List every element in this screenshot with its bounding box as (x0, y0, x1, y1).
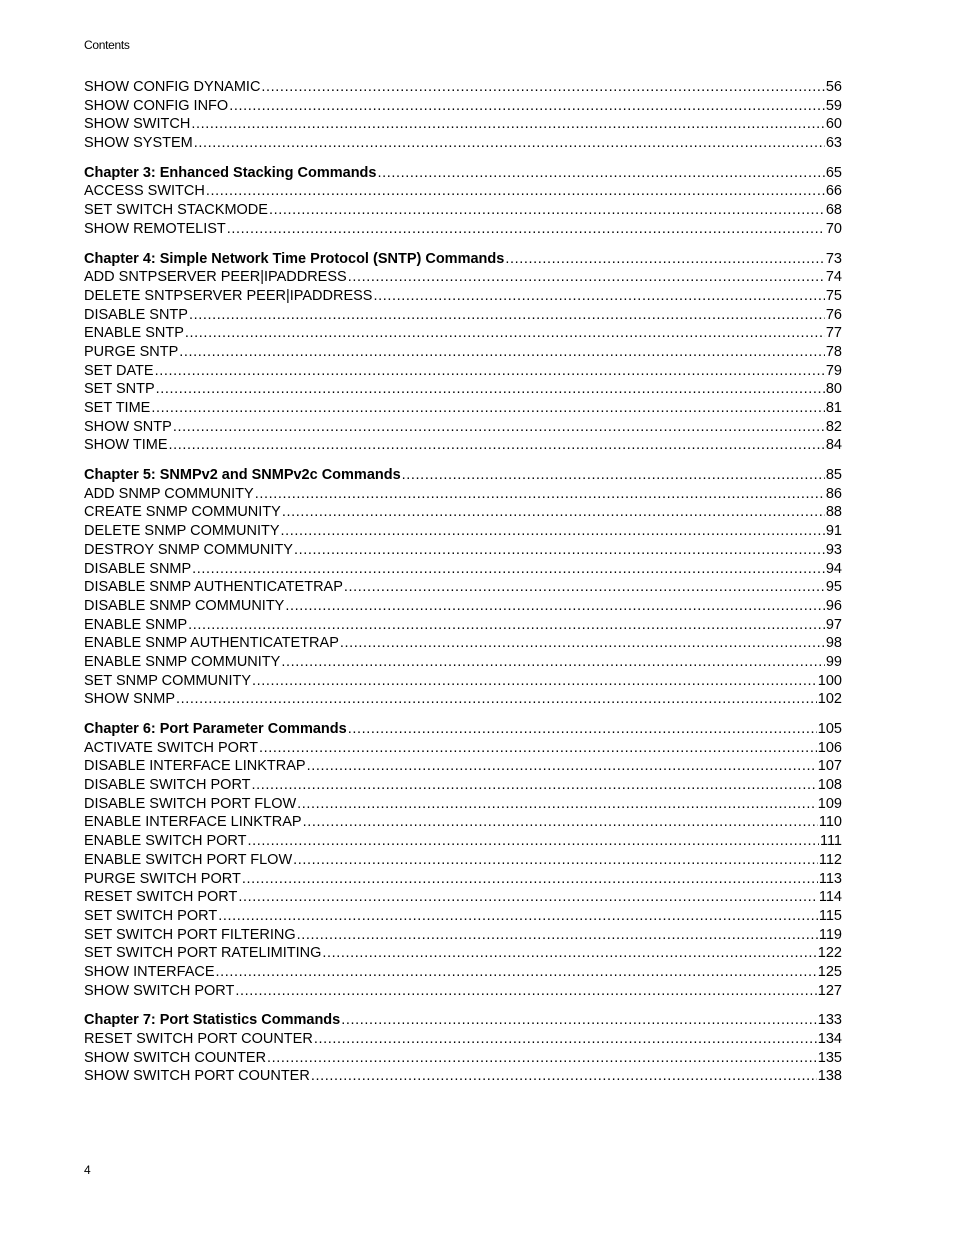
entry-page-number: 98 (825, 635, 842, 652)
entry-page-number: 84 (825, 437, 842, 454)
entry-title: ENABLE SWITCH PORT FLOW (84, 851, 293, 868)
toc-chapter-entry[interactable] (84, 1011, 842, 1030)
dot-leader (156, 380, 825, 399)
toc-entry[interactable] (84, 268, 842, 287)
entry-page-number: 70 (825, 220, 842, 237)
chapter-title: Chapter 7: Port Statistics Commands (84, 1012, 341, 1029)
dot-leader (192, 560, 825, 579)
dot-leader (259, 739, 817, 758)
dot-leader (235, 982, 816, 1001)
entry-title: DISABLE SNMP (84, 560, 192, 577)
dot-leader (269, 201, 825, 220)
dot-leader (238, 888, 818, 907)
dot-leader (314, 1030, 817, 1049)
dot-leader (191, 115, 825, 134)
dot-leader (294, 541, 825, 560)
dot-leader (297, 795, 817, 814)
entry-page-number: 79 (825, 362, 842, 379)
dot-leader (261, 78, 824, 97)
toc-chapter-entry[interactable] (84, 250, 842, 269)
entry-title: DISABLE SWITCH PORT FLOW (84, 795, 297, 812)
toc-entry[interactable] (84, 616, 842, 635)
toc-entry[interactable] (84, 220, 842, 239)
entry-title: DISABLE INTERFACE LINKTRAP (84, 758, 306, 775)
toc-entry[interactable] (84, 97, 842, 116)
entry-title: SHOW SWITCH PORT COUNTER (84, 1068, 310, 1085)
entry-page-number: 110 (818, 814, 842, 831)
toc-entry[interactable] (84, 324, 842, 343)
toc-entry[interactable] (84, 851, 842, 870)
toc-group (84, 720, 842, 1000)
toc-entry[interactable] (84, 690, 842, 709)
entry-page-number: 82 (825, 418, 842, 435)
entry-page-number: 56 (825, 79, 842, 95)
entry-page-number: 127 (817, 982, 842, 999)
entry-title: ADD SNTPSERVER PEER|IPADDRESS (84, 269, 347, 286)
entry-page-number: 77 (825, 325, 842, 342)
toc-entry[interactable] (84, 907, 842, 926)
entry-page-number: 109 (817, 795, 842, 812)
toc-entry[interactable] (84, 795, 842, 814)
entry-page-number: 85 (825, 467, 842, 484)
dot-leader (402, 466, 825, 485)
toc-entry[interactable] (84, 362, 842, 381)
dot-leader (155, 362, 825, 381)
toc-entry[interactable] (84, 287, 842, 306)
toc-entry[interactable] (84, 134, 842, 153)
toc-entry[interactable] (84, 522, 842, 541)
entry-page-number: 135 (817, 1049, 842, 1066)
entry-page-number: 114 (818, 889, 842, 906)
toc-entry[interactable] (84, 1030, 842, 1049)
toc-entry[interactable] (84, 541, 842, 560)
dot-leader (348, 720, 817, 739)
toc-entry[interactable] (84, 306, 842, 325)
entry-title: DISABLE SNMP AUTHENTICATETRAP (84, 579, 343, 596)
entry-page-number: 119 (818, 926, 842, 943)
entry-title: SET SWITCH PORT (84, 907, 218, 924)
chapter-title: Chapter 4: Simple Network Time Protocol (SNTP) Commands (84, 250, 505, 267)
toc-chapter-entry[interactable] (84, 164, 842, 183)
entry-page-number: 96 (825, 597, 842, 614)
dot-leader (185, 324, 825, 343)
entry-page-number: 65 (825, 164, 842, 181)
entry-title: SHOW SNTP (84, 418, 172, 435)
dot-leader (311, 1067, 817, 1086)
entry-title: SHOW REMOTELIST (84, 220, 226, 237)
toc-entry[interactable] (84, 870, 842, 889)
entry-title: SHOW INTERFACE (84, 963, 215, 980)
entry-title: SET SWITCH STACKMODE (84, 202, 268, 219)
dot-leader (373, 287, 824, 306)
entry-page-number: 80 (825, 381, 842, 398)
entry-page-number: 115 (818, 907, 842, 924)
entry-page-number: 81 (825, 400, 842, 416)
entry-page-number: 125 (817, 963, 842, 980)
toc-entry[interactable] (84, 182, 842, 201)
dot-leader (189, 306, 825, 325)
entry-page-number: 108 (817, 777, 842, 794)
entry-title: ENABLE SNMP COMMUNITY (84, 653, 281, 670)
toc-group (84, 250, 842, 456)
toc-chapter-entry[interactable] (84, 720, 842, 739)
entry-page-number: 93 (825, 541, 842, 558)
dot-leader (169, 436, 825, 455)
entry-page-number: 97 (825, 616, 842, 633)
toc-entry[interactable] (84, 776, 842, 795)
toc-entry[interactable] (84, 201, 842, 220)
entry-page-number: 78 (825, 343, 842, 360)
dot-leader (151, 399, 825, 418)
entry-page-number: 86 (825, 485, 842, 502)
dot-leader (341, 1011, 817, 1030)
dot-leader (194, 134, 825, 153)
entry-title: ENABLE INTERFACE LINKTRAP (84, 814, 302, 831)
entry-title: SHOW CONFIG DYNAMIC (84, 79, 261, 95)
dot-leader (227, 220, 825, 239)
toc-group (84, 466, 842, 709)
entry-title: ADD SNMP COMMUNITY (84, 485, 254, 502)
toc-entry[interactable] (84, 832, 842, 851)
toc-group (84, 164, 842, 239)
dot-leader (229, 97, 825, 116)
chapter-title: Chapter 6: Port Parameter Commands (84, 721, 347, 737)
toc-entry[interactable] (84, 578, 842, 597)
chapter-title: Chapter 5: SNMPv2 and SNMPv2c Commands (84, 467, 401, 484)
toc-entry[interactable] (84, 926, 842, 945)
toc-entry[interactable] (84, 418, 842, 437)
entry-title: ENABLE SNMP AUTHENTICATETRAP (84, 635, 339, 652)
entry-page-number: 59 (825, 97, 842, 114)
dot-leader (206, 182, 825, 201)
toc-group (84, 78, 842, 153)
entry-page-number: 138 (817, 1068, 842, 1085)
toc-entry[interactable] (84, 944, 842, 963)
entry-title: ACCESS SWITCH (84, 183, 205, 200)
toc-entry[interactable] (84, 1049, 842, 1068)
dot-leader (281, 653, 825, 672)
toc-entry[interactable] (84, 1067, 842, 1086)
dot-leader (322, 944, 816, 963)
toc-entry[interactable] (84, 380, 842, 399)
toc-entry[interactable] (84, 78, 842, 97)
entry-page-number: 63 (825, 135, 842, 152)
entry-title: DISABLE SNMP COMMUNITY (84, 597, 285, 614)
entry-page-number: 68 (825, 202, 842, 219)
entry-page-number: 122 (817, 945, 842, 962)
entry-page-number: 134 (817, 1031, 842, 1047)
toc-entry[interactable] (84, 813, 842, 832)
entry-title: SHOW CONFIG INFO (84, 97, 229, 114)
toc-entry[interactable] (84, 485, 842, 504)
dot-leader (267, 1049, 817, 1068)
entry-title: DESTROY SNMP COMMUNITY (84, 541, 293, 558)
dot-leader (176, 690, 817, 709)
entry-title: PURGE SNTP (84, 343, 179, 360)
entry-title: DELETE SNTPSERVER PEER|IPADDRESS (84, 287, 373, 304)
entry-page-number: 111 (819, 833, 842, 850)
entry-title: SHOW SNMP (84, 691, 176, 708)
entry-page-number: 95 (825, 579, 842, 596)
dot-leader (297, 926, 818, 945)
toc-entry[interactable] (84, 343, 842, 362)
toc-entry[interactable] (84, 672, 842, 691)
dot-leader (307, 757, 817, 776)
running-header: Contents (84, 38, 130, 52)
toc-entry[interactable] (84, 888, 842, 907)
toc-entry[interactable] (84, 653, 842, 672)
dot-leader (303, 813, 818, 832)
dot-leader (348, 268, 825, 287)
entry-page-number: 133 (817, 1012, 842, 1029)
dot-leader (340, 634, 825, 653)
entry-title: RESET SWITCH PORT (84, 889, 238, 906)
entry-page-number: 60 (825, 116, 842, 133)
entry-page-number: 75 (825, 287, 842, 304)
toc-entry[interactable] (84, 597, 842, 616)
dot-leader (344, 578, 825, 597)
entry-title: PURGE SWITCH PORT (84, 870, 241, 887)
page-number: 4 (84, 1163, 91, 1177)
entry-title: SET SNMP COMMUNITY (84, 672, 252, 689)
entry-title: SET SWITCH PORT FILTERING (84, 926, 296, 943)
entry-page-number: 100 (817, 672, 842, 689)
dot-leader (252, 672, 817, 691)
toc-entry[interactable] (84, 503, 842, 522)
entry-page-number: 106 (817, 739, 842, 756)
entry-title: DISABLE SNTP (84, 306, 188, 323)
entry-title: ENABLE SNTP (84, 325, 184, 342)
dot-leader (377, 164, 824, 183)
toc-entry[interactable] (84, 634, 842, 653)
entry-page-number: 107 (817, 758, 842, 775)
entry-title: ENABLE SNMP (84, 616, 188, 633)
toc-entry[interactable] (84, 757, 842, 776)
dot-leader (252, 776, 817, 795)
dot-leader (293, 851, 818, 870)
dot-leader (505, 250, 825, 269)
entry-title: RESET SWITCH PORT COUNTER (84, 1031, 313, 1047)
dot-leader (255, 485, 825, 504)
toc-entry[interactable] (84, 963, 842, 982)
entry-title: SHOW TIME (84, 437, 168, 454)
toc-entry[interactable] (84, 982, 842, 1001)
entry-page-number: 113 (818, 870, 842, 887)
entry-page-number: 76 (825, 306, 842, 323)
toc-entry[interactable] (84, 739, 842, 758)
entry-page-number: 73 (825, 250, 842, 267)
entry-title: ENABLE SWITCH PORT (84, 833, 247, 850)
entry-title: DISABLE SWITCH PORT (84, 777, 251, 794)
dot-leader (173, 418, 825, 437)
dot-leader (285, 597, 825, 616)
entry-page-number: 88 (825, 504, 842, 521)
entry-title: ACTIVATE SWITCH PORT (84, 739, 259, 756)
toc-entry[interactable] (84, 436, 842, 455)
entry-page-number: 94 (825, 560, 842, 577)
entry-title: SHOW SWITCH (84, 116, 191, 133)
entry-title: DELETE SNMP COMMUNITY (84, 523, 280, 540)
table-of-contents (84, 78, 842, 1097)
entry-title: SHOW SWITCH COUNTER (84, 1049, 267, 1066)
entry-page-number: 102 (817, 691, 842, 708)
entry-title: SHOW SWITCH PORT (84, 982, 235, 999)
entry-page-number: 112 (818, 851, 842, 868)
entry-title: SET DATE (84, 362, 154, 379)
dot-leader (218, 907, 818, 926)
entry-title: SET TIME (84, 400, 151, 416)
dot-leader (188, 616, 825, 635)
dot-leader (281, 522, 825, 541)
toc-entry[interactable] (84, 399, 842, 418)
entry-page-number: 66 (825, 183, 842, 200)
toc-entry[interactable] (84, 560, 842, 579)
toc-entry[interactable] (84, 115, 842, 134)
entry-page-number: 99 (825, 653, 842, 670)
entry-title: SET SWITCH PORT RATELIMITING (84, 945, 322, 962)
chapter-title: Chapter 3: Enhanced Stacking Commands (84, 164, 377, 181)
entry-page-number: 91 (825, 523, 842, 540)
entry-title: SET SNTP (84, 381, 155, 398)
entry-title: CREATE SNMP COMMUNITY (84, 504, 281, 521)
entry-page-number: 74 (825, 269, 842, 286)
entry-page-number: 105 (817, 721, 842, 737)
dot-leader (282, 503, 825, 522)
toc-group (84, 1011, 842, 1086)
entry-title: SHOW SYSTEM (84, 135, 193, 152)
dot-leader (216, 963, 817, 982)
toc-chapter-entry[interactable] (84, 466, 842, 485)
dot-leader (242, 870, 818, 889)
dot-leader (179, 343, 825, 362)
dot-leader (247, 832, 818, 851)
